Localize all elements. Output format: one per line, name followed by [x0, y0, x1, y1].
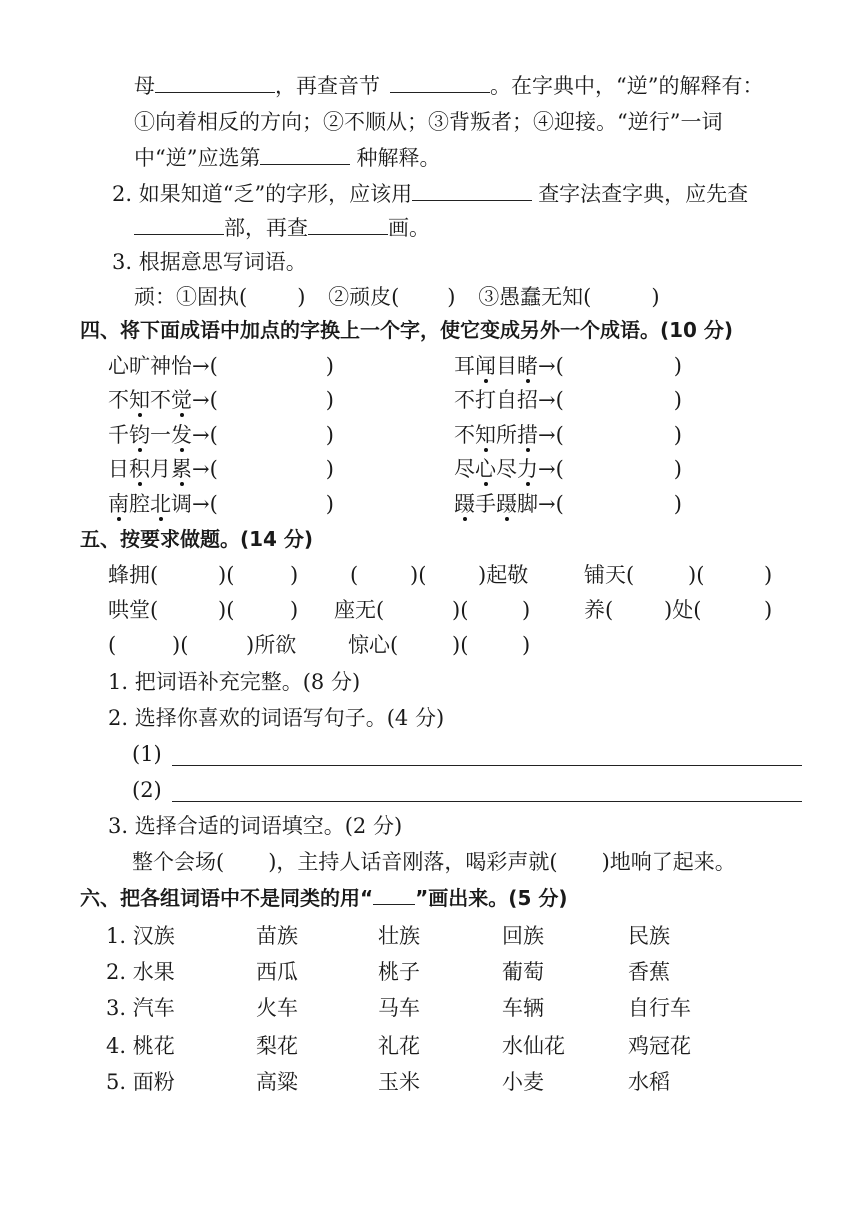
- word-group-5-item-1[interactable]: 5. 面粉: [106, 1070, 175, 1094]
- idiom-right-3: [454, 421, 682, 449]
- section-4-title: 四、将下面成语中加点的字换上一个字，使它变成另外一个成语。(10 分): [80, 318, 734, 342]
- paren: (: [350, 563, 359, 587]
- paren: ): [447, 285, 456, 309]
- word-group-3-item-3[interactable]: 马车: [378, 996, 420, 1020]
- paren: ): [764, 598, 773, 622]
- idiom-fill: )所欲: [246, 633, 297, 657]
- idiom-word: 耳闻目睹: [454, 354, 538, 378]
- intro-text: 中“逆”应选第: [134, 146, 261, 170]
- idiom-left-4: [108, 455, 334, 483]
- question-text: 2. 如果知道“乏”的字形，应该用: [112, 182, 413, 206]
- intro-text: 种解释。: [356, 146, 441, 170]
- paren: ): [325, 457, 334, 481]
- word-group-1-item-5[interactable]: 民族: [628, 924, 670, 948]
- intro-line-1: [134, 72, 763, 100]
- idiom-word: 不知所措: [454, 423, 538, 447]
- word-group-1-item-3[interactable]: 壮族: [378, 924, 420, 948]
- section-5-question-3: 3. 选择合适的词语填空。(2 分): [108, 814, 403, 838]
- word-group-2-item-4[interactable]: 葡萄: [502, 960, 544, 984]
- arrow-paren: →(: [538, 423, 564, 447]
- idiom-fill: 蜂拥(: [108, 563, 159, 587]
- paren: (: [108, 633, 117, 657]
- paren: )(: [218, 598, 235, 622]
- idiom-word: 尽心尽力: [454, 457, 538, 481]
- word-group-5-item-2[interactable]: 高粱: [256, 1070, 298, 1094]
- idiom-left-1: [108, 352, 334, 380]
- title-text: 六、把各组词语中不是同类的用“: [80, 886, 374, 910]
- paren: )(: [172, 633, 189, 657]
- word-group-3-item-5[interactable]: 自行车: [628, 996, 691, 1020]
- paren: )(: [218, 563, 235, 587]
- arrow-paren: →(: [538, 457, 564, 481]
- arrow-paren: →(: [192, 388, 218, 412]
- intro-text: ，再查音节: [275, 74, 380, 98]
- arrow-paren: →(: [538, 388, 564, 412]
- idiom-word: 不打自招: [454, 388, 538, 412]
- item-text: ③愚蠢无知(: [478, 285, 592, 309]
- question-text: 整个会场(: [132, 850, 225, 874]
- answer-blank[interactable]: [308, 214, 388, 235]
- word-group-2-item-1[interactable]: 2. 水果: [106, 960, 175, 984]
- idiom-word: 不知不觉: [108, 388, 192, 412]
- word-group-5-item-3[interactable]: 玉米: [378, 1070, 420, 1094]
- word-group-4-item-2[interactable]: 梨花: [256, 1034, 298, 1058]
- section-5-question-1: 1. 把词语补充完整。(8 分): [108, 670, 361, 694]
- sentence-label-1: (1): [132, 742, 162, 766]
- idiom-left-2: [108, 386, 334, 414]
- paren: ): [325, 423, 334, 447]
- paren: ): [673, 457, 682, 481]
- word-group-5-item-5[interactable]: 水稻: [628, 1070, 670, 1094]
- word-group-3-item-2[interactable]: 火车: [256, 996, 298, 1020]
- intro-line-3: [134, 144, 440, 172]
- intro-question-2-cont: [134, 214, 430, 242]
- word-group-2-item-5[interactable]: 香蕉: [628, 960, 670, 984]
- question-text: )，主持人话音刚落，喝彩声就(: [268, 850, 558, 874]
- paren: ): [673, 423, 682, 447]
- idiom-left-3: [108, 421, 334, 449]
- arrow-paren: →(: [192, 423, 218, 447]
- answer-blank[interactable]: [412, 180, 532, 201]
- idiom-word: 南腔北调: [108, 492, 192, 516]
- word-group-1-item-1[interactable]: 1. 汉族: [106, 924, 175, 948]
- idiom-right-1: [454, 352, 682, 380]
- paren: ): [522, 633, 531, 657]
- paren: ): [297, 285, 306, 309]
- idiom-left-5: [108, 490, 334, 518]
- word-group-4-item-4[interactable]: 水仙花: [502, 1034, 565, 1058]
- sentence-line-1[interactable]: [172, 765, 802, 766]
- answer-blank[interactable]: [155, 72, 275, 93]
- arrow-paren: →(: [192, 492, 218, 516]
- intro-line-2: ①向着相反的方向；②不顺从；③背叛者；④迎接。“逆行”一词: [134, 110, 723, 134]
- question-text: 查字法查字典，应先查: [538, 182, 749, 206]
- title-text: ”画出来。(5 分): [415, 886, 568, 910]
- sentence-label-2: (2): [132, 778, 162, 802]
- question-text: )地响了起来。: [601, 850, 736, 874]
- intro-question-3: 3. 根据意思写词语。: [112, 250, 307, 274]
- idiom-word: 心旷神怡: [108, 354, 192, 378]
- arrow-paren: →(: [538, 354, 564, 378]
- paren: ): [290, 598, 299, 622]
- paren: )(: [688, 563, 705, 587]
- word-group-1-item-2[interactable]: 苗族: [256, 924, 298, 948]
- word-group-5-item-4[interactable]: 小麦: [502, 1070, 544, 1094]
- paren: ): [290, 563, 299, 587]
- idiom-right-5: [454, 490, 682, 518]
- idiom-fill: 养(: [584, 598, 614, 622]
- section-5-title: 五、按要求做题。(14 分): [80, 527, 314, 551]
- question-text: 画。: [388, 216, 430, 240]
- paren: )(: [452, 633, 469, 657]
- paren: ): [673, 354, 682, 378]
- word-group-4-item-3[interactable]: 礼花: [378, 1034, 420, 1058]
- intro-text: 。在字典中，“逆”的解释有：: [490, 74, 764, 98]
- intro-question-2: [112, 180, 748, 208]
- word-group-1-item-4[interactable]: 回族: [502, 924, 544, 948]
- word-group-4-item-5[interactable]: 鸡冠花: [628, 1034, 691, 1058]
- answer-blank[interactable]: [390, 72, 490, 93]
- item-text: ①固执(: [176, 285, 248, 309]
- section-5-question-2: 2. 选择你喜欢的词语写句子。(4 分): [108, 706, 445, 730]
- idiom-fill: 哄堂(: [108, 598, 159, 622]
- idiom-word: 日积月累: [108, 457, 192, 481]
- paren: ): [522, 598, 531, 622]
- paren: )(: [452, 598, 469, 622]
- idiom-word: 千钧一发: [108, 423, 192, 447]
- idiom-fill: )起敬: [478, 563, 529, 587]
- arrow-paren: →(: [538, 492, 564, 516]
- word-group-2-item-2[interactable]: 西瓜: [256, 960, 298, 984]
- sentence-line-2[interactable]: [172, 801, 802, 802]
- idiom-fill: )处(: [664, 598, 702, 622]
- word-group-3-item-4[interactable]: 车辆: [502, 996, 544, 1020]
- paren: ): [325, 388, 334, 412]
- intro-question-3-items: [134, 283, 734, 311]
- arrow-paren: →(: [192, 354, 218, 378]
- idiom-fill: 座无(: [334, 598, 385, 622]
- paren: ): [673, 492, 682, 516]
- idiom-right-4: [454, 455, 682, 483]
- idiom-right-2: [454, 386, 682, 414]
- question-text: 部，再查: [224, 216, 308, 240]
- answer-blank[interactable]: [134, 214, 224, 235]
- idiom-fill: 铺天(: [584, 563, 635, 587]
- paren: ): [651, 285, 660, 309]
- word-group-2-item-3[interactable]: 桃子: [378, 960, 420, 984]
- idiom-word: 蹑手蹑脚: [454, 492, 538, 516]
- word-group-3-item-1[interactable]: 3. 汽车: [106, 996, 175, 1020]
- paren: ): [673, 388, 682, 412]
- item-text: ②顽皮(: [328, 285, 400, 309]
- section-5-question-3-text: [132, 848, 736, 876]
- underline-sample: [373, 886, 415, 905]
- paren: ): [764, 563, 773, 587]
- intro-text: 母: [134, 74, 155, 98]
- idiom-fill: 惊心(: [348, 633, 399, 657]
- section-6-title: [80, 884, 567, 912]
- word-group-4-item-1[interactable]: 4. 桃花: [106, 1034, 175, 1058]
- item-head: 顽：: [134, 285, 176, 309]
- paren: )(: [410, 563, 427, 587]
- answer-blank[interactable]: [260, 144, 350, 165]
- paren: ): [325, 492, 334, 516]
- paren: ): [325, 354, 334, 378]
- arrow-paren: →(: [192, 457, 218, 481]
